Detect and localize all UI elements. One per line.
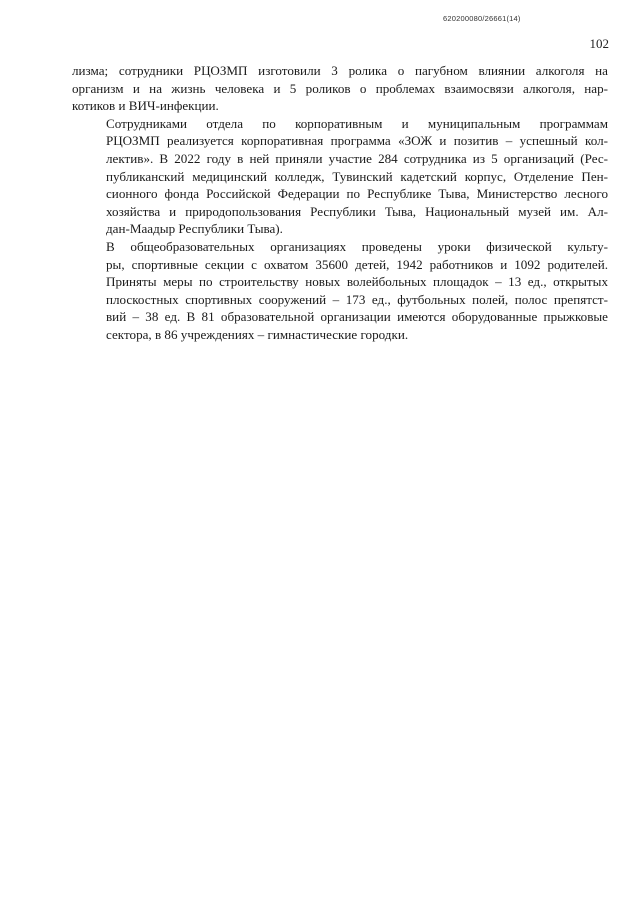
text-line: организм и на жизнь человека и 5 роликов о проблемах взаимосвязи алкоголя, нар- xyxy=(72,80,608,96)
paragraph-corporate-program xyxy=(72,115,608,238)
paragraph-education-sports xyxy=(72,238,608,344)
text-line: плоскостных спортивных сооружений – 173 ед., футбольных полей, полос препятст- xyxy=(106,291,608,307)
document-body xyxy=(72,62,608,344)
text-line: сионного фонда Российской Федерации по Республике Тыва, Министерство лесного xyxy=(106,186,608,202)
text-line: ры, спортивные секции с охватом 35600 детей, 1942 работников и 1092 родителей. xyxy=(106,256,608,272)
text-line: лектив». В 2022 году в ней приняли участие 284 сотрудника из 5 организаций (Рес- xyxy=(106,150,608,166)
text-line: Сотрудниками отдела по корпоративным и муниципальным программам xyxy=(106,115,608,131)
text-line: Приняты меры по строительству новых волейбольных площадок – 13 ед., открытых xyxy=(106,274,608,290)
paragraph-alcohol-videos xyxy=(72,62,608,115)
text-line: лизма; сотрудники РЦОЗМП изготовили 3 ролика о пагубном влиянии алкоголя на xyxy=(72,63,608,78)
document-id: 620200080/26661(14) xyxy=(443,14,521,23)
text-line: котиков и ВИЧ-инфекции. xyxy=(72,98,219,114)
text-line: РЦОЗМП реализуется корпоративная программа «ЗОЖ и позитив – успешный кол- xyxy=(106,133,608,149)
text-line: дан-Маадыр Республики Тыва). xyxy=(106,221,283,237)
page-number: 102 xyxy=(589,36,609,51)
text-line: хозяйства и природопользования Республики Тыва, Национальный музей им. Ал- xyxy=(106,203,608,219)
text-line: публиканский медицинский колледж, Тувинский кадетский корпус, Отделение Пен- xyxy=(106,168,608,184)
text-line: сектора, в 86 учреждениях – гимнастические городки. xyxy=(106,326,409,342)
text-line: вий – 38 ед. В 81 образовательной организации имеются оборудованные прыжковые xyxy=(106,309,608,325)
text-line: В общеобразовательных организациях проведены уроки физической культу- xyxy=(106,238,608,254)
